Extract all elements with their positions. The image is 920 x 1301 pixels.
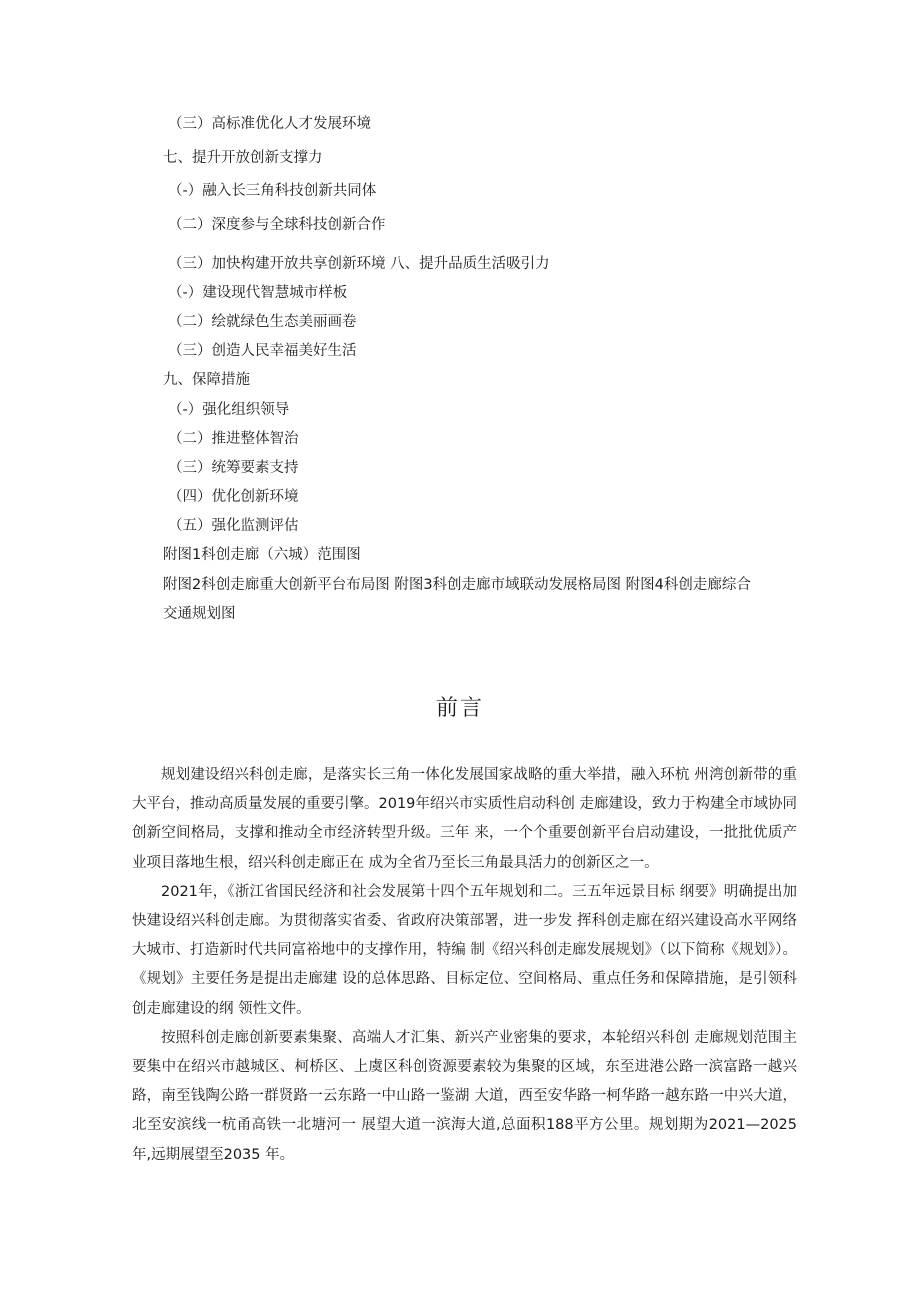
- toc-item: （-）融入长三角科技创新共同体: [168, 183, 377, 199]
- toc-item: 七、提升开放创新支撑力: [163, 150, 323, 166]
- paragraph: 2021年，《浙江省国民经济和社会发展第十四个五年规划和二。三五年远景目标 纲要》明确提出加快建设绍兴科创走廊。为贯彻落实省委、省政府决策部署，进一步发 挥科创走廊在绍兴建设高水平网络大城市、打造新时代共同富裕地中的支撑作用，特编 制《绍兴科创走廊发展规划》（以下简称《规划》）。《规划》主要任务是提出走廊建 设的总体思路、目标定位、空间格局、重点任务和保障措施，是引领科创走廊建设的纲 领性文件。: [132, 883, 797, 1017]
- toc-item: 附图2科创走廊重大创新平台布局图 附图3科创走廊市域联动发展格局图 附图4科创走廊综合: [163, 577, 751, 593]
- paragraph: 规划建设绍兴科创走廊，是落实长三角一体化发展国家战略的重大举措，融入环杭 州湾创新带的重大平台，推动高质量发展的重要引擎。2019年绍兴市实质性启动科创 走廊建设，致力于构建全市域协同创新空间格局，支撑和推动全市经济转型升级。三年 来，一个个重要创新平台启动建设，一批批优质产业项目落地生根，绍兴科创走廊正在 成为全省乃至长三角最具活力的创新区之一。: [132, 767, 798, 871]
- toc-item: （二）绘就绿色生态美丽画卷: [168, 314, 357, 330]
- toc-item: （-）强化组织领导: [168, 402, 290, 418]
- toc-item: （二）深度参与全球科技创新合作: [168, 217, 386, 233]
- toc-item: 附图1科创走廊（六城）范围图: [163, 547, 361, 563]
- toc-item: （五）强化监测评估: [168, 518, 299, 534]
- toc-item: （四）优化创新环境: [168, 489, 299, 505]
- toc-item: 九、保障措施: [163, 372, 250, 388]
- toc-item: 交通规划图: [163, 606, 236, 622]
- paragraph: 按照科创走廊创新要素集聚、高端人才汇集、新兴产业密集的要求，本轮绍兴科创 走廊规划范围主要集中在绍兴市越城区、柯桥区、上虞区科创资源要素较为集聚的区域，东至进港公路一滨富路一越兴路，南至钱陶公路一群贤路一云东路一中山路一鉴湖 大道，西至安华路一柯华路一越东路一中兴大道，北至安滨线一杭甬高铁一北塘河一 展望大道一滨海大道,总面积188平方公里。规划期为2021—2025年,远期展望至2035 年。: [132, 1029, 797, 1163]
- toc-item: （三）统筹要素支持: [168, 460, 299, 476]
- page-title: 前言: [435, 696, 484, 721]
- toc-item: （-）建设现代智慧城市样板: [168, 285, 348, 301]
- toc-item: （二）推进整体智治: [168, 431, 299, 447]
- toc-item: （三）加快构建开放共享创新环境 八、提升品质生活吸引力: [168, 256, 550, 272]
- body-text: [132, 761, 797, 1170]
- toc-item: （三）高标准优化人才发展环境: [168, 116, 371, 132]
- toc-item: （三）创造人民幸福美好生活: [168, 343, 357, 359]
